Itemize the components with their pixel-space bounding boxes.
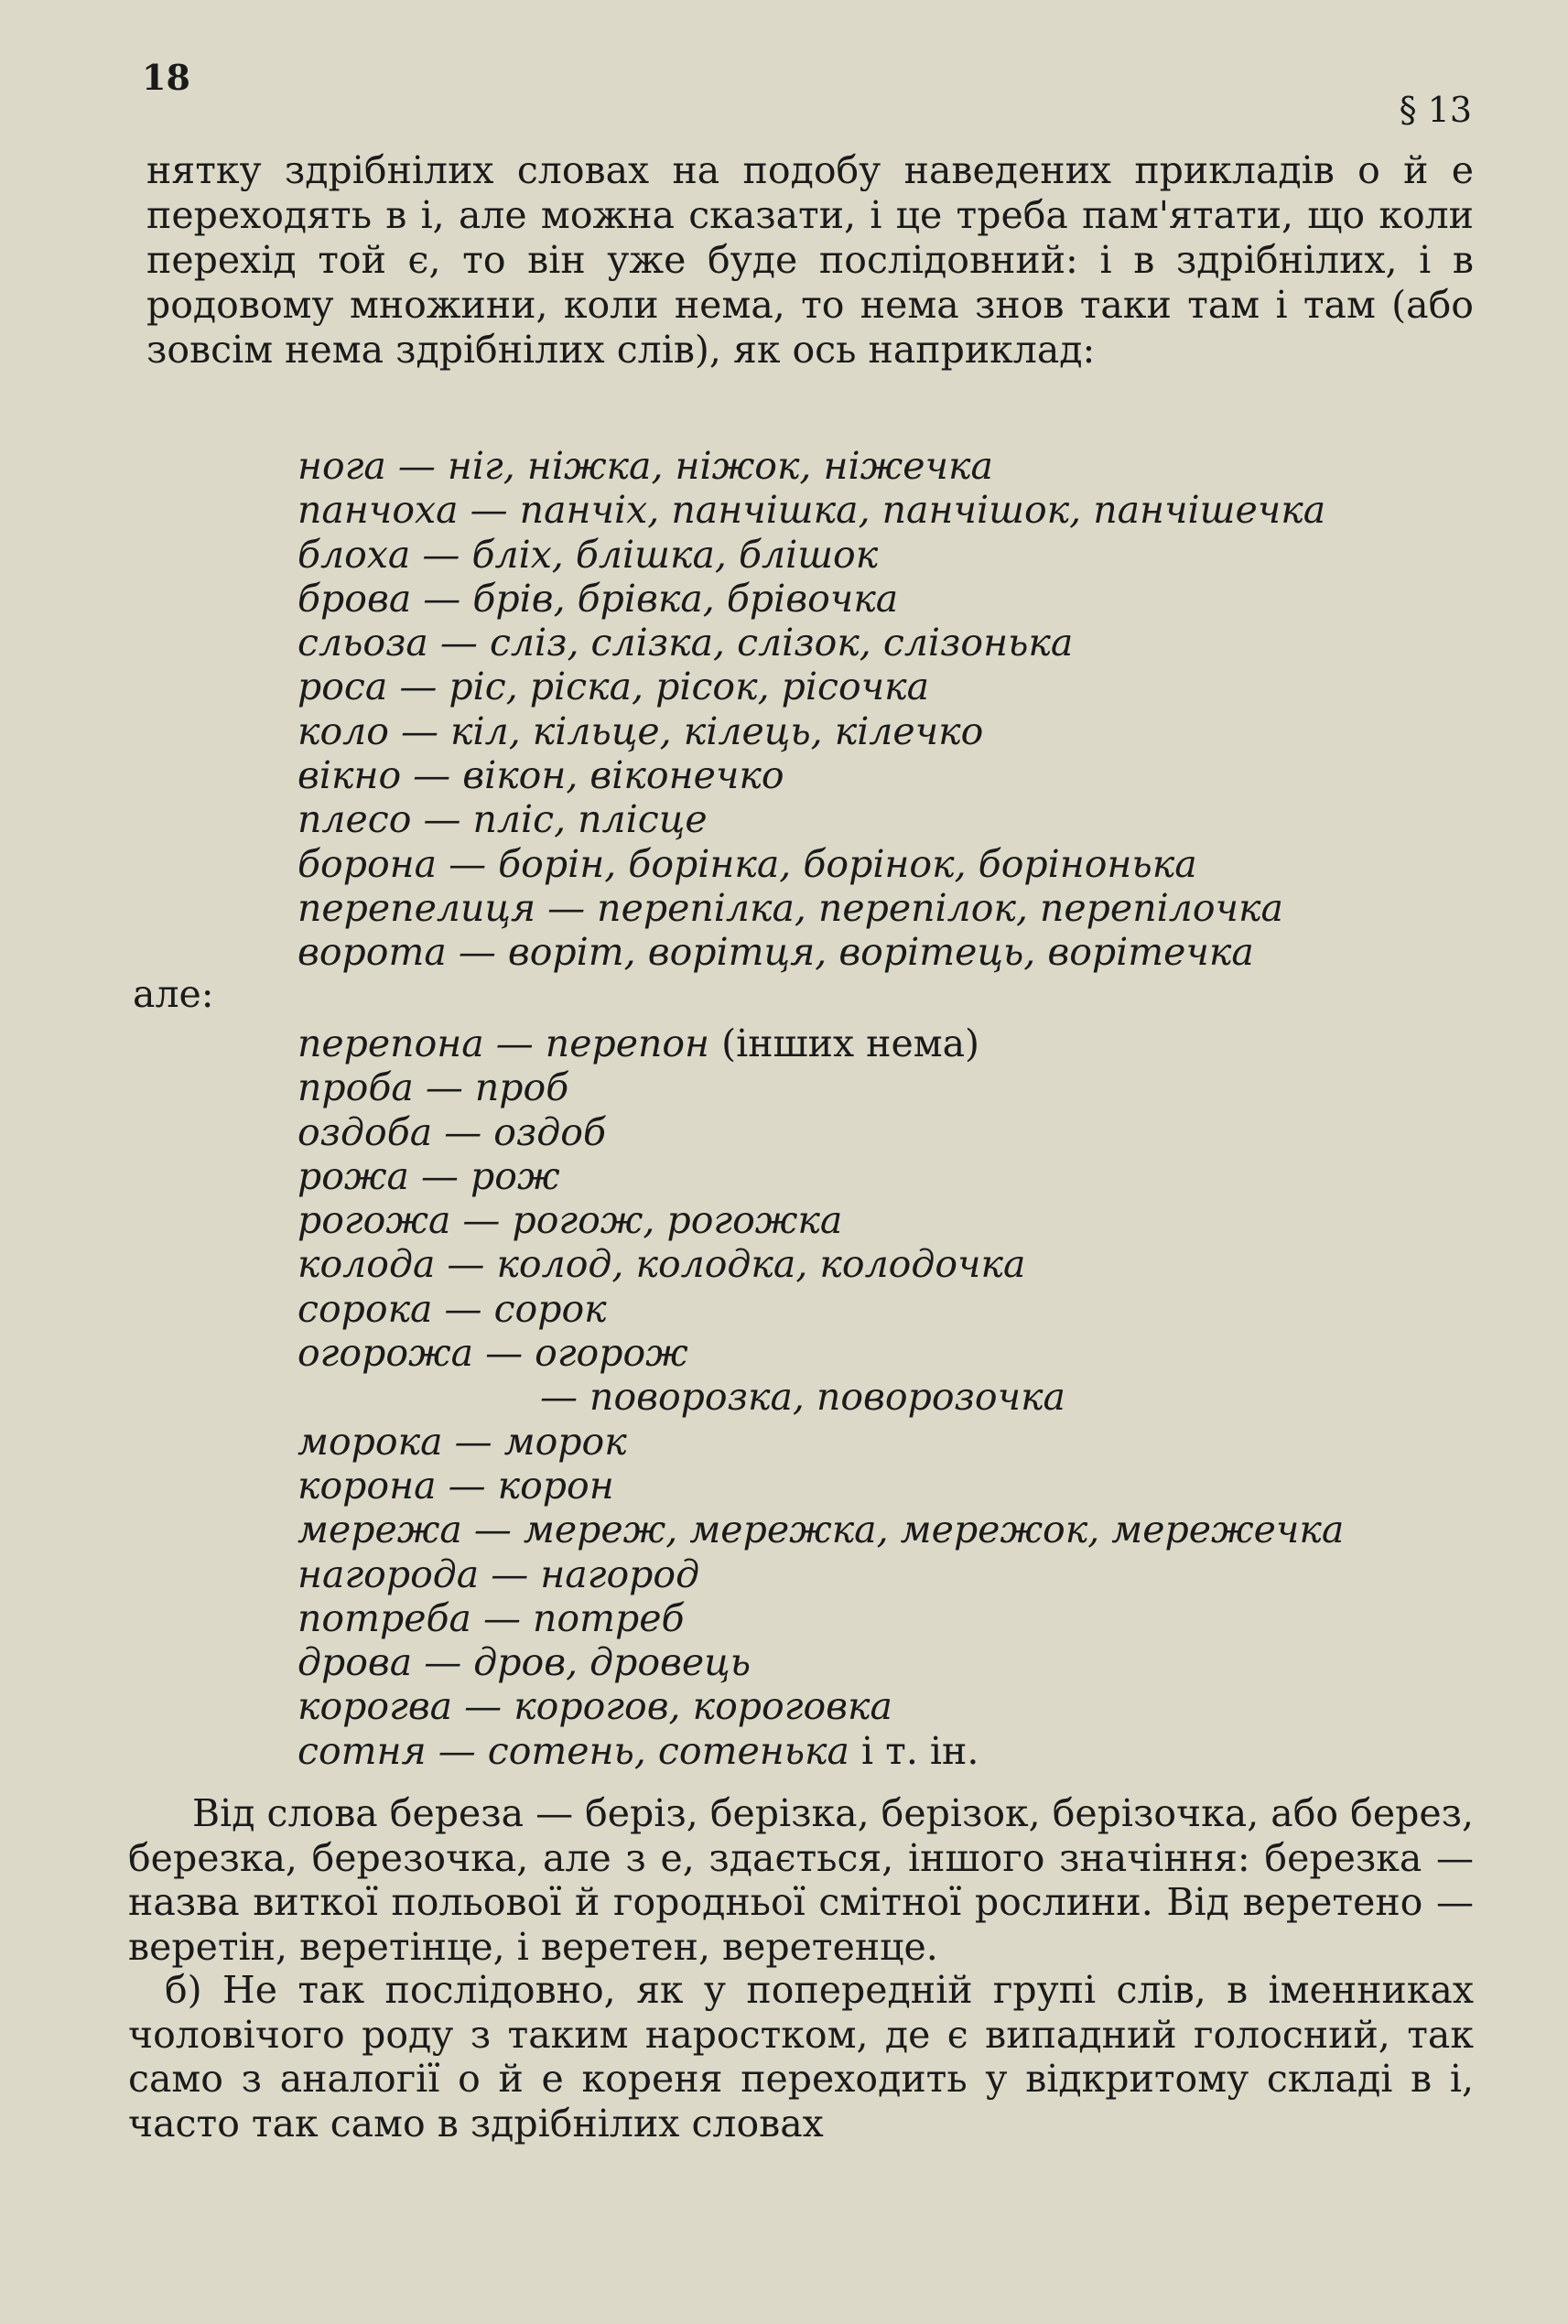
intro-text: нятку здрібнілих словах на подобу наведених прикладів о й е переходять в і, але можна сказати, і це треба пам'ятати, що коли перехід той є, то він уже буде послідовний: і в здрібнілих, і в родовому множини, коли нема, то нема знов таки там і там (або зовсім нема здрібнілих слів), як ось наприклад: [146, 148, 1474, 372]
example-words: потреба — потреб [297, 1595, 685, 1640]
example-words: корогва — корогов, короговка [297, 1684, 892, 1729]
example-row [297, 1021, 1344, 1065]
example-row [297, 1154, 1344, 1198]
example-row [297, 1331, 1344, 1375]
example-row [297, 1640, 1344, 1684]
example-words: дрова — дров, дровець [297, 1640, 752, 1685]
examples-list-2 [297, 1021, 1344, 1773]
example-words: огорожа — огорож [297, 1331, 688, 1376]
example-row: ворота — воріт, ворітця, ворітець, ворітечка [297, 930, 1254, 975]
example-words: сотня — сотень, сотенька [297, 1728, 849, 1773]
example-words: рожа — рож [297, 1153, 560, 1198]
examples-list-1 [297, 444, 1325, 975]
example-row [297, 1729, 1344, 1773]
example-note: і т. ін. [849, 1728, 979, 1773]
intro-paragraph [146, 148, 1474, 373]
example-words: перепона — перепон [297, 1021, 710, 1065]
example-row: роса — ріс, ріска, рісок, рісочка [297, 665, 930, 709]
example-row [297, 1110, 1344, 1154]
example-words: — поворозка, поворозочка [540, 1375, 1065, 1420]
example-row [297, 1242, 1344, 1286]
paragraph-bereza: Від слова береза — беріз, берізка, берізок, берізочка, або берез, березка, березочка, але з е, здається, іншого значіння: березка — назва виткої польової й городньої смітної рослини. Від веретено — веретін, веретінце, і веретен, веретенце. [128, 1791, 1474, 1969]
example-row: коло — кіл, кільце, кілець, кілечко [297, 708, 984, 753]
example-words: мережа — мереж, мережка, мережок, мережечка [297, 1508, 1345, 1552]
paragraph-b: б) Не так послідовно, як у попередній групі слів, в іменниках чоловічого роду з таким наростком, де є випадний голосний, так само з аналогії о й е кореня переходить у відкритому складі в і, часто так само в здрібнілих словах [128, 1968, 1474, 2146]
example-words: рогожа — рогож, рогожка [297, 1198, 843, 1243]
example-row [297, 1420, 1344, 1464]
section-number: § 13 [1399, 90, 1472, 130]
example-row: перепелиця — перепілка, перепілок, перепілочка [297, 885, 1283, 930]
example-words: морока — морок [297, 1419, 627, 1464]
example-row [297, 1596, 1344, 1640]
example-row: нога — ніг, ніжка, ніжок, ніжечка [297, 444, 993, 488]
example-row: сльоза — сліз, слізка, слізок, слізонька [297, 621, 1074, 665]
example-note: (інших нема) [709, 1021, 980, 1065]
example-row [297, 1065, 1344, 1109]
example-row: блоха — бліх, блішка, блішок [297, 532, 879, 577]
example-row [297, 1287, 1344, 1331]
example-row [297, 1198, 1344, 1242]
example-words: оздоба — оздоб [297, 1109, 606, 1154]
example-row [297, 1508, 1344, 1551]
page-number: 18 [142, 57, 190, 98]
example-row [297, 1375, 1344, 1419]
example-words: колода — колод, колодка, колодочка [297, 1242, 1026, 1287]
example-words: нагорода — нагород [297, 1551, 700, 1596]
example-row [297, 1464, 1344, 1508]
example-row: плесо — пліс, плісце [297, 797, 708, 842]
example-row [297, 1552, 1344, 1596]
example-words: проба — проб [297, 1065, 569, 1110]
example-row: брова — брів, брівка, брівочка [297, 576, 899, 621]
ale-label: але: [133, 972, 214, 1016]
example-row: панчоха — панчіх, панчішка, панчішок, панчішечка [297, 488, 1326, 533]
example-row: вікно — вікон, віконечко [297, 753, 784, 798]
example-words: сорока — сорок [297, 1286, 607, 1331]
example-row: борона — борін, борінка, борінок, борінонька [297, 841, 1197, 886]
example-words: корона — корон [297, 1463, 614, 1508]
example-row [297, 1684, 1344, 1728]
